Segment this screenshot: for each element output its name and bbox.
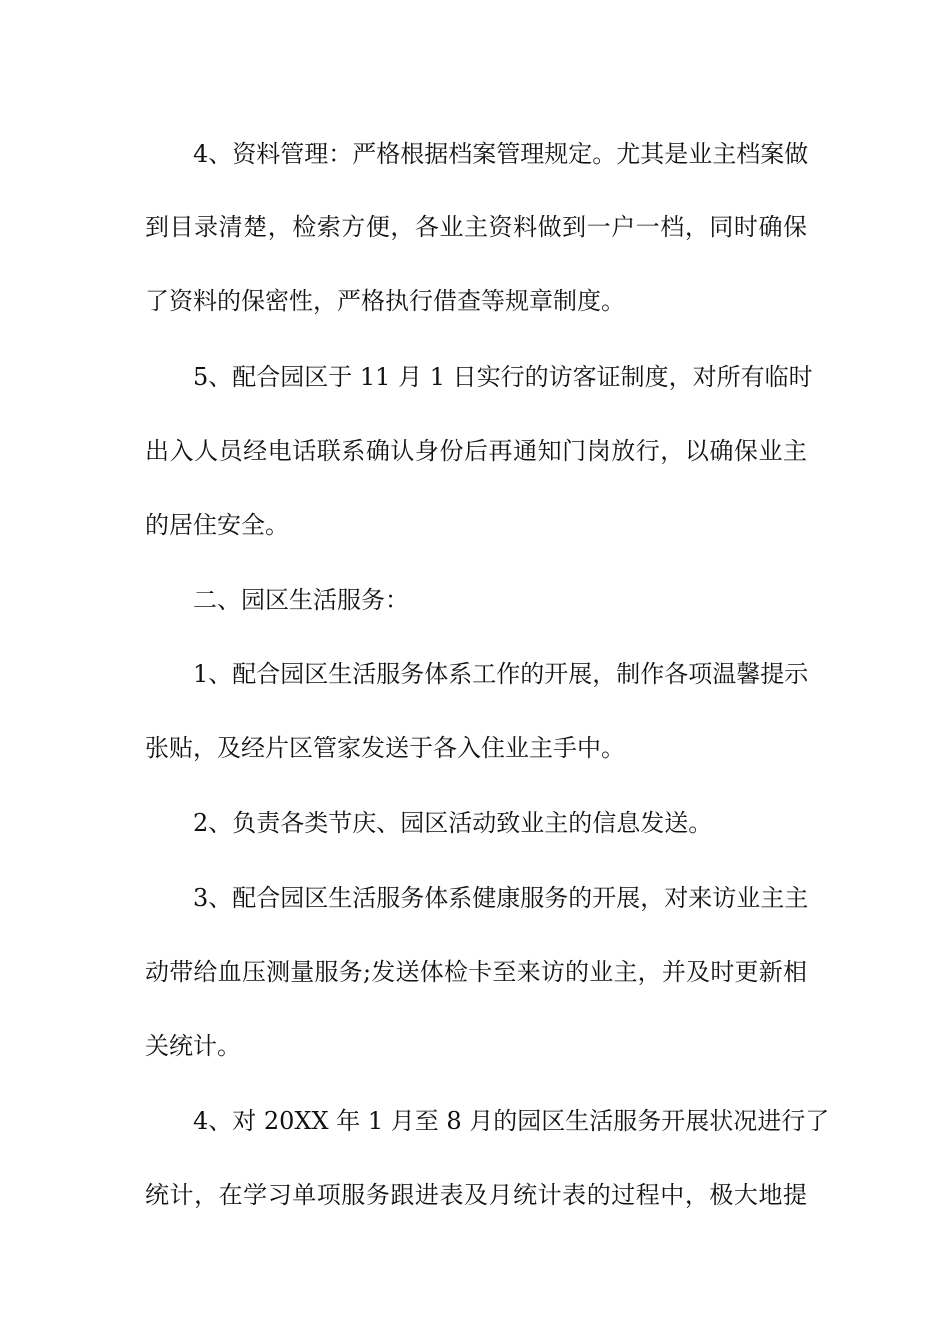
- paragraph-line: 张贴，及经片区管家发送于各入住业主手中。: [145, 734, 625, 762]
- paragraph-line: 出入人员经电话联系确认身份后再通知门岗放行，以确保业主: [145, 437, 807, 465]
- paragraph-line: 1、配合园区生活服务体系工作的开展，制作各项温馨提示: [193, 660, 809, 688]
- paragraph-line: 统计，在学习单项服务跟进表及月统计表的过程中，极大地提: [145, 1181, 807, 1209]
- paragraph-line: 关统计。: [145, 1032, 241, 1060]
- paragraph-line: 2、负责各类节庆、园区活动致业主的信息发送。: [193, 809, 713, 837]
- section-heading: 二、园区生活服务：: [193, 586, 409, 614]
- paragraph-line: 了资料的保密性，严格执行借查等规章制度。: [145, 287, 625, 315]
- paragraph-line: 动带给血压测量服务;发送体检卡至来访的业主，并及时更新相: [145, 958, 807, 986]
- paragraph-line: 4、对 20XX 年 1 月至 8 月的园区生活服务开展状况进行了: [193, 1107, 830, 1135]
- paragraph-line: 3、配合园区生活服务体系健康服务的开展，对来访业主主: [193, 884, 809, 912]
- paragraph-line: 4、资料管理：严格根据档案管理规定。尤其是业主档案做: [193, 140, 809, 168]
- paragraph-line: 的居住安全。: [145, 511, 289, 539]
- paragraph-line: 5、配合园区于 11 月 1 日实行的访客证制度，对所有临时: [193, 363, 813, 391]
- paragraph-line: 到目录清楚，检索方便，各业主资料做到一户一档，同时确保: [145, 213, 807, 241]
